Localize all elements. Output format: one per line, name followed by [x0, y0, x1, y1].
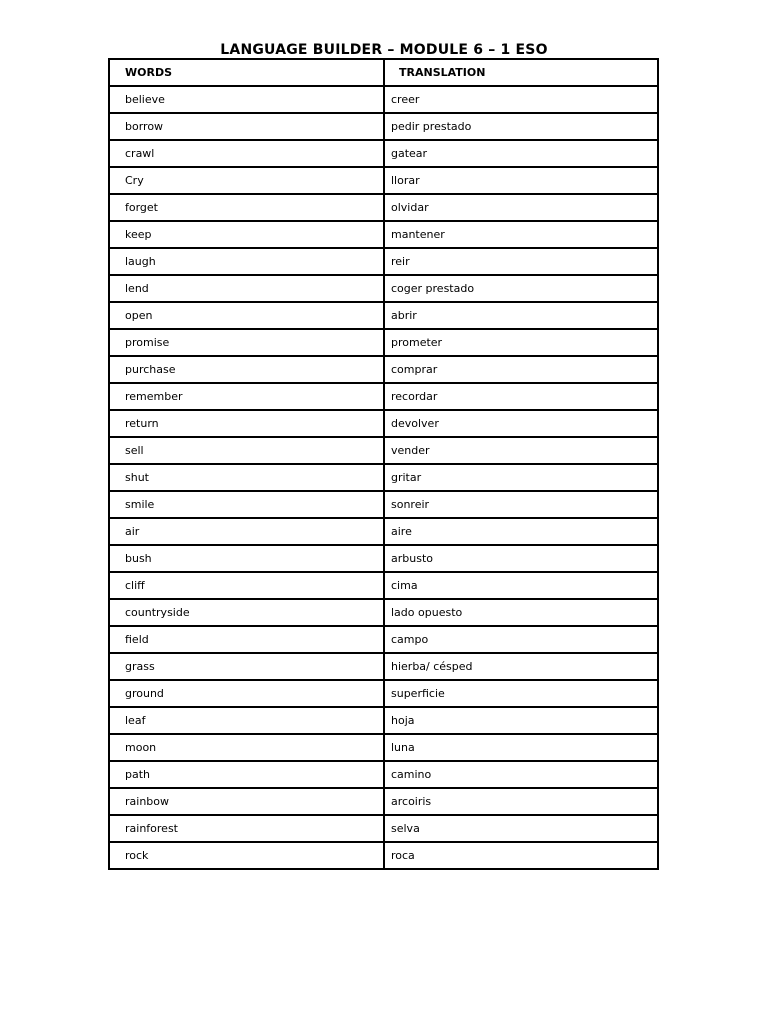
word-cell: bush [109, 545, 384, 572]
table-row [109, 167, 658, 194]
translation-cell: lado opuesto [384, 599, 658, 626]
translation-cell: hierba/ césped [384, 653, 658, 680]
translation-cell: devolver [384, 410, 658, 437]
translation-cell: abrir [384, 302, 658, 329]
translation-cell: prometer [384, 329, 658, 356]
translation-cell: superficie [384, 680, 658, 707]
table-row [109, 653, 658, 680]
table-row [109, 86, 658, 113]
translation-cell: roca [384, 842, 658, 869]
table-row [109, 599, 658, 626]
translation-cell: llorar [384, 167, 658, 194]
word-cell: smile [109, 491, 384, 518]
table-row [109, 707, 658, 734]
translation-cell: cima [384, 572, 658, 599]
table-header-row [109, 59, 658, 86]
translation-cell: camino [384, 761, 658, 788]
table-row [109, 221, 658, 248]
word-cell: believe [109, 86, 384, 113]
word-cell: ground [109, 680, 384, 707]
word-cell: borrow [109, 113, 384, 140]
table-row [109, 275, 658, 302]
translation-cell: recordar [384, 383, 658, 410]
table-row [109, 113, 658, 140]
word-cell: field [109, 626, 384, 653]
translation-cell: gatear [384, 140, 658, 167]
table-row [109, 194, 658, 221]
table-row [109, 734, 658, 761]
table-row [109, 491, 658, 518]
translation-cell: aire [384, 518, 658, 545]
translation-cell: pedir prestado [384, 113, 658, 140]
word-cell: lend [109, 275, 384, 302]
word-cell: Cry [109, 167, 384, 194]
table-row [109, 518, 658, 545]
table-row [109, 140, 658, 167]
translation-cell: hoja [384, 707, 658, 734]
translation-cell: campo [384, 626, 658, 653]
table-row [109, 788, 658, 815]
translation-cell: coger prestado [384, 275, 658, 302]
table-row [109, 761, 658, 788]
table-row [109, 680, 658, 707]
table-row [109, 545, 658, 572]
translation-cell: comprar [384, 356, 658, 383]
translation-cell: creer [384, 86, 658, 113]
column-header-words: WORDS [109, 59, 384, 86]
word-cell: rainbow [109, 788, 384, 815]
translation-cell: gritar [384, 464, 658, 491]
table-row [109, 356, 658, 383]
table-row [109, 329, 658, 356]
word-cell: purchase [109, 356, 384, 383]
word-cell: forget [109, 194, 384, 221]
table-body [109, 86, 658, 869]
table-row [109, 410, 658, 437]
word-cell: crawl [109, 140, 384, 167]
word-cell: promise [109, 329, 384, 356]
translation-cell: olvidar [384, 194, 658, 221]
translation-cell: sonreir [384, 491, 658, 518]
table-row [109, 815, 658, 842]
translation-cell: vender [384, 437, 658, 464]
translation-cell: selva [384, 815, 658, 842]
column-header-translation: TRANSLATION [384, 59, 658, 86]
word-cell: air [109, 518, 384, 545]
translation-cell: luna [384, 734, 658, 761]
vocabulary-table [108, 58, 659, 870]
table-row [109, 248, 658, 275]
word-cell: countryside [109, 599, 384, 626]
table-row [109, 572, 658, 599]
word-cell: leaf [109, 707, 384, 734]
word-cell: remember [109, 383, 384, 410]
translation-cell: arbusto [384, 545, 658, 572]
table-row [109, 626, 658, 653]
word-cell: path [109, 761, 384, 788]
word-cell: shut [109, 464, 384, 491]
word-cell: sell [109, 437, 384, 464]
translation-cell: reir [384, 248, 658, 275]
word-cell: grass [109, 653, 384, 680]
translation-cell: arcoiris [384, 788, 658, 815]
word-cell: return [109, 410, 384, 437]
table-row [109, 842, 658, 869]
table-row [109, 302, 658, 329]
word-cell: keep [109, 221, 384, 248]
table-row [109, 437, 658, 464]
word-cell: open [109, 302, 384, 329]
page-title: LANGUAGE BUILDER – MODULE 6 – 1 ESO [220, 42, 548, 58]
word-cell: cliff [109, 572, 384, 599]
translation-cell: mantener [384, 221, 658, 248]
word-cell: laugh [109, 248, 384, 275]
word-cell: moon [109, 734, 384, 761]
word-cell: rock [109, 842, 384, 869]
table-row [109, 383, 658, 410]
word-cell: rainforest [109, 815, 384, 842]
table-row [109, 464, 658, 491]
